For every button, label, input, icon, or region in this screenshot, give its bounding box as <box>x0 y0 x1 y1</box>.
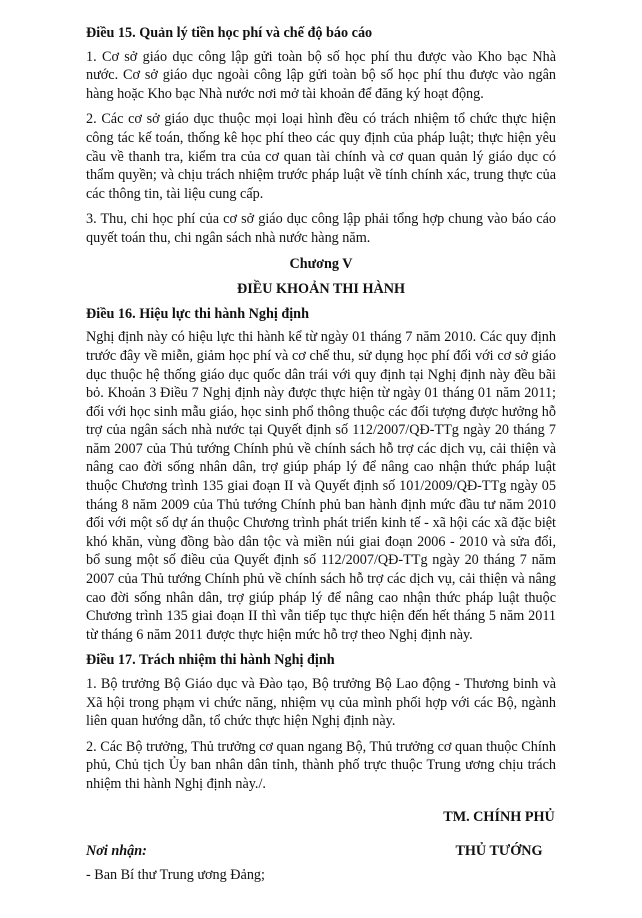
chapter-title: ĐIỀU KHOẢN THI HÀNH <box>236 281 406 298</box>
article-15-paragraph-2: 2. Các cơ sở giáo dục thuộc mọi loại hình đều có trách nhiệm tổ chức thực hiện công tác kế toán, thống kê học phí theo các quy định của pháp luật; thực hiện yêu cầu về thanh tra, kiểm tra của cơ quan tài chính và cơ quan quản lý giáo dục có thẩm quyền; và chịu trách nhiệm trước pháp luật về tính chính xác, trung thực của các thông tin, tài liệu cung cấp. <box>86 111 556 202</box>
article-16-paragraph-1: Nghị định này có hiệu lực thi hành kể từ ngày 01 tháng 7 năm 2010. Các quy định trước đây về miễn, giảm học phí và cơ chế thu, sử dụng học phí đối với cơ sở giáo dục thuộc hệ thống giáo dục quốc dân trái với quy định tại Nghị định này đều bãi bỏ. Khoản 3 Điều 7 Nghị định này được thực hiện từ ngày 01 tháng 01 năm 2011; đối với học sinh mẫu giáo, học sinh phổ thông thuộc các đối tượng được hưởng hỗ trợ của ngân sách nhà nước tại Quyết định số 112/2007/QĐ-TTg ngày 20 tháng 7 năm 2007 của Thủ tướng Chính phủ về chính sách hỗ trợ các dịch vụ, cải thiện và nâng cao đời sống nhân dân, trợ giúp pháp lý để nâng cao nhận thức pháp luật thuộc Chương trình 135 giai đoạn II và Quyết định số 101/2009/QĐ-TTg ngày 05 tháng 8 năm 2009 của Thủ tướng Chính phủ ban hành định mức đầu tư năm 2010 đối với một số dự án thuộc Chương trình phát triển kinh tế - xã hội các xã đặc biệt khó khăn, vùng đồng bào dân tộc và miền núi giai đoạn 2006 - 2010 và sửa đổi, bổ sung một số điều của Quyết định số 112/2007/QĐ-TTg ngày 20 tháng 7 năm 2007 của Thủ tướng Chính phủ về chính sách hỗ trợ các dịch vụ, cải thiện và nâng cao đời sống nhân dân, trợ giúp pháp lý để nâng cao nhận thức pháp luật thuộc Chương trình 135 giai đoạn II thì vẫn tiếp tục thực hiện đến hết tháng 5 năm 2011 từ tháng 6 năm 2011 được thực hiện mức hỗ trợ theo Nghị định này. <box>86 329 556 643</box>
article-15-paragraph-3: 3. Thu, chi học phí của cơ sở giáo dục công lập phải tổng hợp chung vào báo cáo quyết toán thu, chi ngân sách nhà nước hàng năm. <box>86 211 556 246</box>
article-17-title: Điều 17. Trách nhiệm thi hành Nghị định <box>86 652 335 669</box>
chapter-label: Chương V <box>289 255 353 272</box>
article-17-paragraph-2: 2. Các Bộ trưởng, Thủ trưởng cơ quan ngang Bộ, Thủ trưởng cơ quan thuộc Chính phủ, Chủ tịch Ủy ban nhân dân tỉnh, thành phố trực thuộc Trung ương chịu trách nhiệm thi hành Nghị định này./. <box>86 738 556 792</box>
recipients-label: Nơi nhận: <box>86 842 147 859</box>
document-page <box>86 24 556 918</box>
recipients-item: - Ban Bí thư Trung ương Đảng; <box>86 866 265 883</box>
article-16-title: Điều 16. Hiệu lực thi hành Nghị định <box>86 305 309 322</box>
article-17-paragraph-1: 1. Bộ trưởng Bộ Giáo dục và Đào tạo, Bộ trưởng Bộ Lao động - Thương binh và Xã hội trong phạm vi chức năng, nhiệm vụ của mình phối hợp với các Bộ, ngành liên quan hướng dẫn, tổ chức thực hiện Nghị định này. <box>86 676 556 730</box>
article-15-paragraph-1: 1. Cơ sở giáo dục công lập gửi toàn bộ số học phí thu được vào Kho bạc Nhà nước. Cơ sở giáo dục ngoài công lập gửi toàn bộ số học phí thu được vào ngân hàng hoặc Kho bạc Nhà nước nơi mở tài khoản để đăng ký hoạt động. <box>86 48 556 102</box>
article-15-title: Điều 15. Quản lý tiền học phí và chế độ báo cáo <box>86 25 373 41</box>
signature-title: THỦ TƯỚNG <box>455 842 543 859</box>
signature-block <box>86 808 556 918</box>
signature-organization: TM. CHÍNH PHỦ <box>443 808 555 825</box>
